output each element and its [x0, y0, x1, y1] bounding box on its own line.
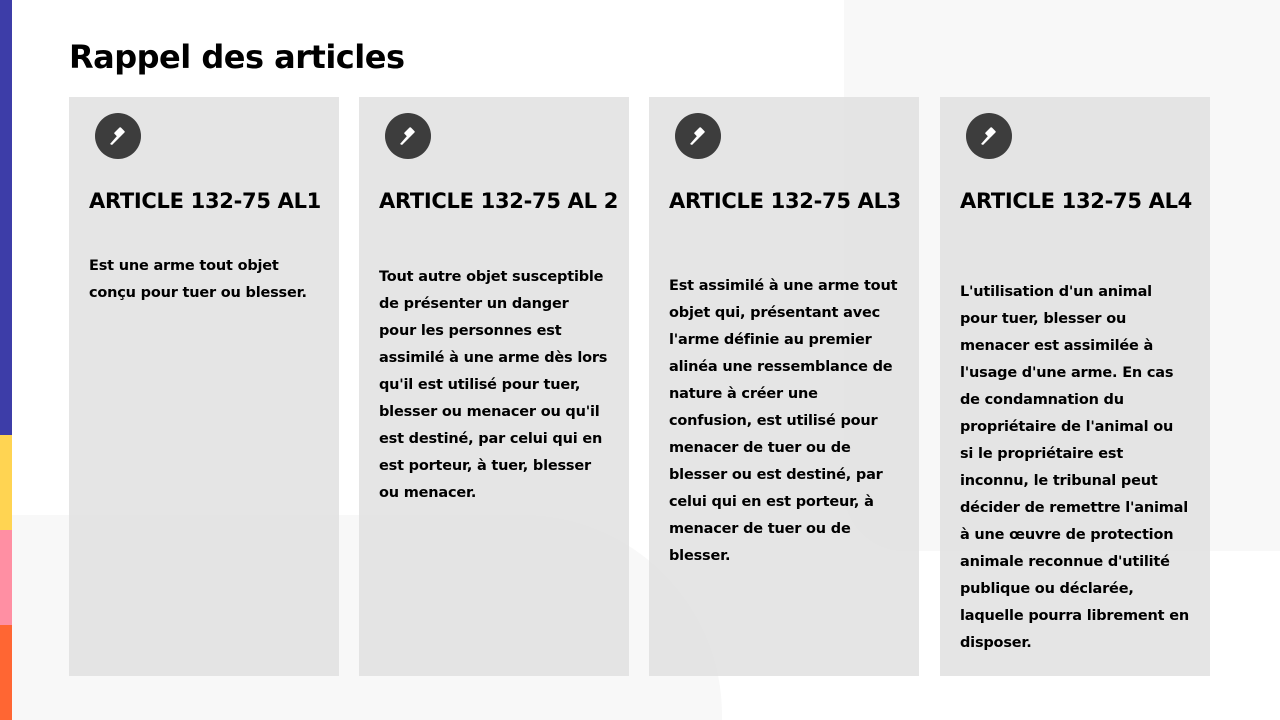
gavel-icon: [966, 113, 1012, 159]
page-title: Rappel des articles: [69, 38, 405, 76]
article-title: ARTICLE 132-75 AL4: [960, 189, 1192, 213]
article-text: Tout autre objet susceptible de présenter un danger pour les personnes est assimilé à une arme dès lors qu'il est utilisé pour tuer, blesser ou menacer ou qu'il est destiné, par celui qui en est porteur, à tuer, blesser ou menacer.: [379, 269, 608, 501]
article-text: Est assimilé à une arme tout objet qui, présentant avec l'arme définie au premier alinéa une ressemblance de nature à créer une confusion, est utilisé pour menacer de tuer ou de blesser ou est destiné, par celui qui en est porteur, à menacer de tuer ou de blesser.: [669, 278, 898, 564]
article-card: [649, 97, 919, 676]
article-title: ARTICLE 132-75 AL3: [669, 189, 901, 213]
accent-bar-pink: [0, 530, 12, 625]
article-title: ARTICLE 132-75 AL 2: [379, 189, 619, 213]
accent-bar-yellow: [0, 435, 12, 530]
article-card: [359, 97, 629, 676]
article-title: ARTICLE 132-75 AL1: [89, 189, 321, 213]
article-card: [940, 97, 1210, 676]
article-card: [69, 97, 339, 676]
article-text: Est une arme tout objet conçu pour tuer ou blesser.: [89, 258, 307, 301]
gavel-icon: [675, 113, 721, 159]
article-text: L'utilisation d'un animal pour tuer, blesser ou menacer est assimilée à l'usage d'une arme. En cas de condamnation du propriétaire de l'animal ou si le propriétaire est inconnu, le tribunal peut décider de remettre l'animal à une œuvre de protection animale reconnue d'utilité publique ou déclarée, laquelle pourra librement en disposer.: [960, 284, 1190, 651]
gavel-icon: [95, 113, 141, 159]
accent-bar-blue: [0, 0, 12, 435]
gavel-icon: [385, 113, 431, 159]
accent-bar-orange: [0, 625, 12, 720]
